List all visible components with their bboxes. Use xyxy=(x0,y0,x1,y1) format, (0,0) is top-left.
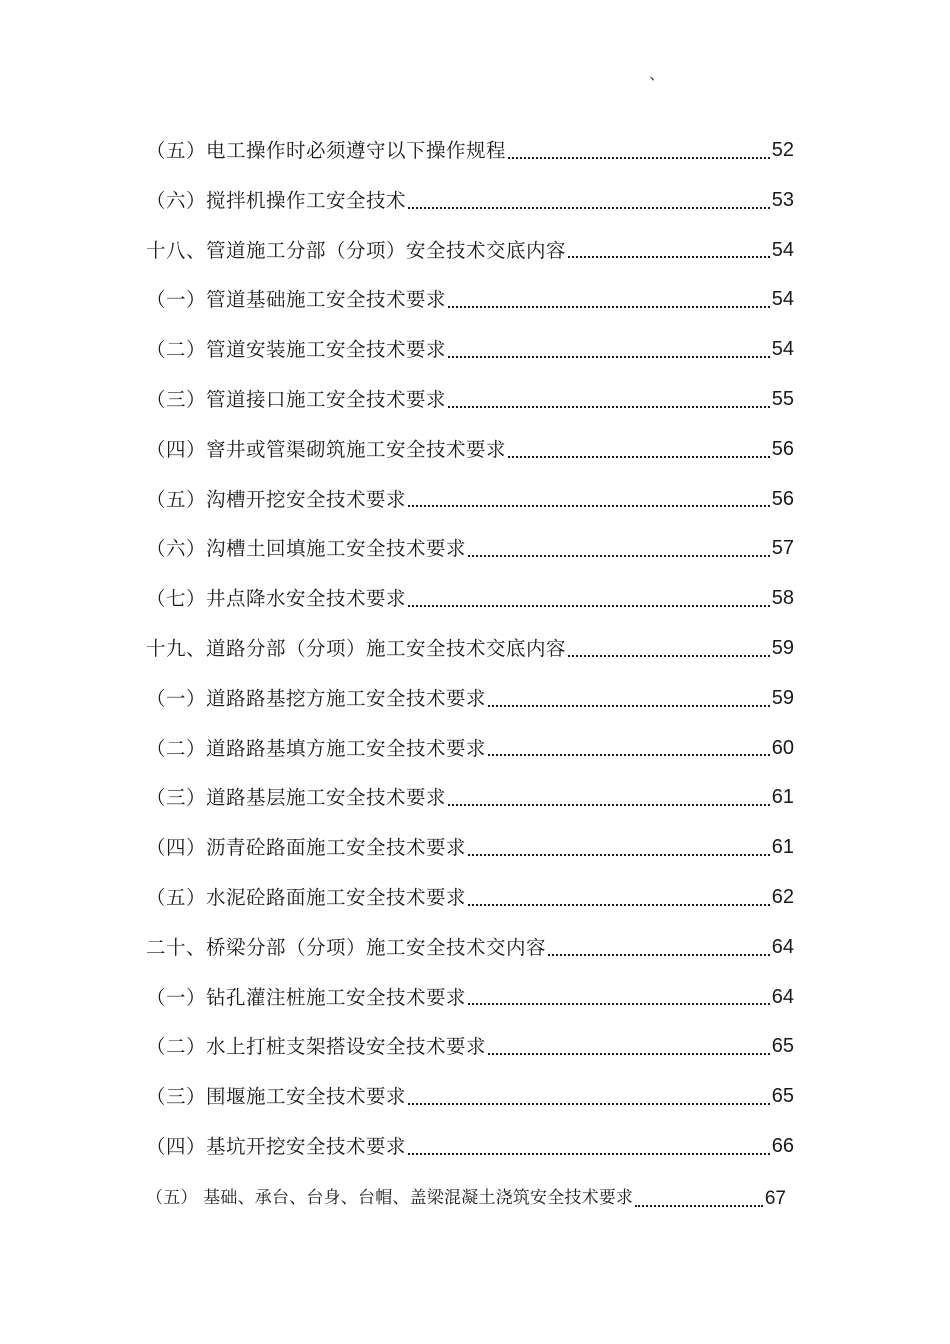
toc-entry-page: 64 xyxy=(771,935,794,958)
toc-entry-page: 64 xyxy=(771,985,794,1008)
toc-entry-page: 59 xyxy=(771,636,794,659)
toc-entry[interactable] xyxy=(146,425,794,475)
toc-dot-leader xyxy=(548,923,770,973)
toc-entry-title: （七）井点降水安全技术要求 xyxy=(146,587,407,611)
toc-entry[interactable] xyxy=(146,176,794,226)
toc-entry[interactable] xyxy=(146,1174,786,1224)
toc-entry[interactable] xyxy=(146,1072,794,1122)
toc-entry-title: （一）道路路基挖方施工安全技术要求 xyxy=(146,686,487,710)
toc-entry-page: 52 xyxy=(771,139,794,161)
toc-entry-page: 57 xyxy=(771,537,794,560)
table-of-contents xyxy=(146,126,794,1224)
toc-dot-leader xyxy=(508,126,770,176)
toc-entry-page: 67 xyxy=(764,1187,786,1209)
toc-entry-page: 65 xyxy=(771,1085,794,1108)
toc-entry-title: （五）电工操作时必须遵守以下操作规程 xyxy=(146,139,507,162)
toc-dot-leader xyxy=(488,724,770,774)
toc-dot-leader xyxy=(488,674,770,724)
toc-entry[interactable] xyxy=(146,973,794,1023)
toc-entry-page: 65 xyxy=(771,1035,794,1058)
toc-dot-leader xyxy=(408,1122,770,1172)
toc-dot-leader xyxy=(448,275,770,325)
toc-entry-page: 59 xyxy=(771,686,794,709)
toc-entry-title: （三）道路基层施工安全技术要求 xyxy=(146,786,447,810)
toc-entry[interactable] xyxy=(146,126,794,176)
toc-entry-title: （四）基坑开挖安全技术要求 xyxy=(146,1134,407,1158)
toc-entry-page: 62 xyxy=(771,885,794,908)
toc-entry-title: （六）沟槽土回填施工安全技术要求 xyxy=(146,537,467,561)
toc-dot-leader xyxy=(408,1072,770,1122)
toc-entry-page: 53 xyxy=(771,188,794,211)
toc-entry-title: 二十、桥梁分部（分项）施工安全技术交内容 xyxy=(146,935,547,959)
toc-entry[interactable] xyxy=(146,1122,794,1172)
toc-entry-page: 54 xyxy=(771,238,794,261)
toc-entry[interactable] xyxy=(146,724,794,774)
toc-entry-title: （四）沥青砼路面施工安全技术要求 xyxy=(146,836,467,860)
toc-entry[interactable] xyxy=(146,275,794,325)
toc-entry[interactable] xyxy=(146,873,794,923)
toc-entry-page: 56 xyxy=(771,487,794,510)
toc-entry[interactable] xyxy=(146,375,794,425)
toc-entry-title: （五）沟槽开挖安全技术要求 xyxy=(146,487,407,511)
toc-dot-leader xyxy=(408,176,770,226)
toc-entry[interactable] xyxy=(146,923,794,973)
toc-entry-title: （二）道路路基填方施工安全技术要求 xyxy=(146,736,487,760)
toc-entry-page: 60 xyxy=(771,736,794,759)
toc-entry-title: （五）水泥砼路面施工安全技术要求 xyxy=(146,885,467,909)
toc-dot-leader xyxy=(468,873,770,923)
toc-entry-page: 61 xyxy=(771,836,794,859)
toc-entry-title: （三）管道接口施工安全技术要求 xyxy=(146,387,447,411)
toc-entry[interactable] xyxy=(146,674,794,724)
toc-dot-leader xyxy=(508,425,770,475)
toc-entry[interactable] xyxy=(146,475,794,525)
toc-dot-leader xyxy=(468,524,770,574)
toc-entry-title: 十八、管道施工分部（分项）安全技术交底内容 xyxy=(146,238,567,262)
toc-entry-page: 58 xyxy=(771,587,794,610)
toc-entry-title: 十九、道路分部（分项）施工安全技术交底内容 xyxy=(146,636,567,660)
toc-dot-leader xyxy=(448,375,770,425)
toc-dot-leader xyxy=(448,773,770,823)
toc-entry[interactable] xyxy=(146,773,794,823)
toc-entry[interactable] xyxy=(146,524,794,574)
toc-dot-leader xyxy=(468,823,770,873)
toc-entry[interactable] xyxy=(146,1022,794,1072)
toc-entry-page: 66 xyxy=(771,1134,794,1157)
toc-dot-leader xyxy=(408,574,770,624)
toc-entry-title: （六）搅拌机操作工安全技术 xyxy=(146,188,407,212)
toc-entry-title: （五） 基础、承台、台身、台帽、盖梁混凝土浇筑安全技术要求 xyxy=(146,1187,634,1208)
toc-entry[interactable] xyxy=(146,624,794,674)
toc-dot-leader xyxy=(488,1022,770,1072)
toc-entry-title: （二）水上打桩支架搭设安全技术要求 xyxy=(146,1035,487,1059)
toc-entry-title: （一）管道基础施工安全技术要求 xyxy=(146,288,447,312)
toc-entry-page: 55 xyxy=(771,387,794,410)
toc-entry[interactable] xyxy=(146,823,794,873)
toc-dot-leader xyxy=(408,475,770,525)
toc-entry[interactable] xyxy=(146,226,794,276)
toc-entry[interactable] xyxy=(146,325,794,375)
toc-dot-leader xyxy=(635,1174,763,1224)
toc-dot-leader xyxy=(448,325,770,375)
toc-dot-leader xyxy=(468,973,770,1023)
page-mark: 、 xyxy=(649,64,666,83)
toc-entry-page: 61 xyxy=(771,786,794,809)
toc-entry-page: 54 xyxy=(771,338,794,361)
toc-entry-title: （一）钻孔灌注桩施工安全技术要求 xyxy=(146,985,467,1009)
toc-entry-title: （二）管道安装施工安全技术要求 xyxy=(146,338,447,362)
toc-entry-title: （四）窨井或管渠砌筑施工安全技术要求 xyxy=(146,437,507,461)
toc-dot-leader xyxy=(568,624,770,674)
toc-dot-leader xyxy=(568,226,770,276)
toc-entry-page: 56 xyxy=(771,437,794,460)
toc-entry[interactable] xyxy=(146,574,794,624)
toc-entry-page: 54 xyxy=(771,288,794,311)
toc-entry-title: （三）围堰施工安全技术要求 xyxy=(146,1085,407,1109)
